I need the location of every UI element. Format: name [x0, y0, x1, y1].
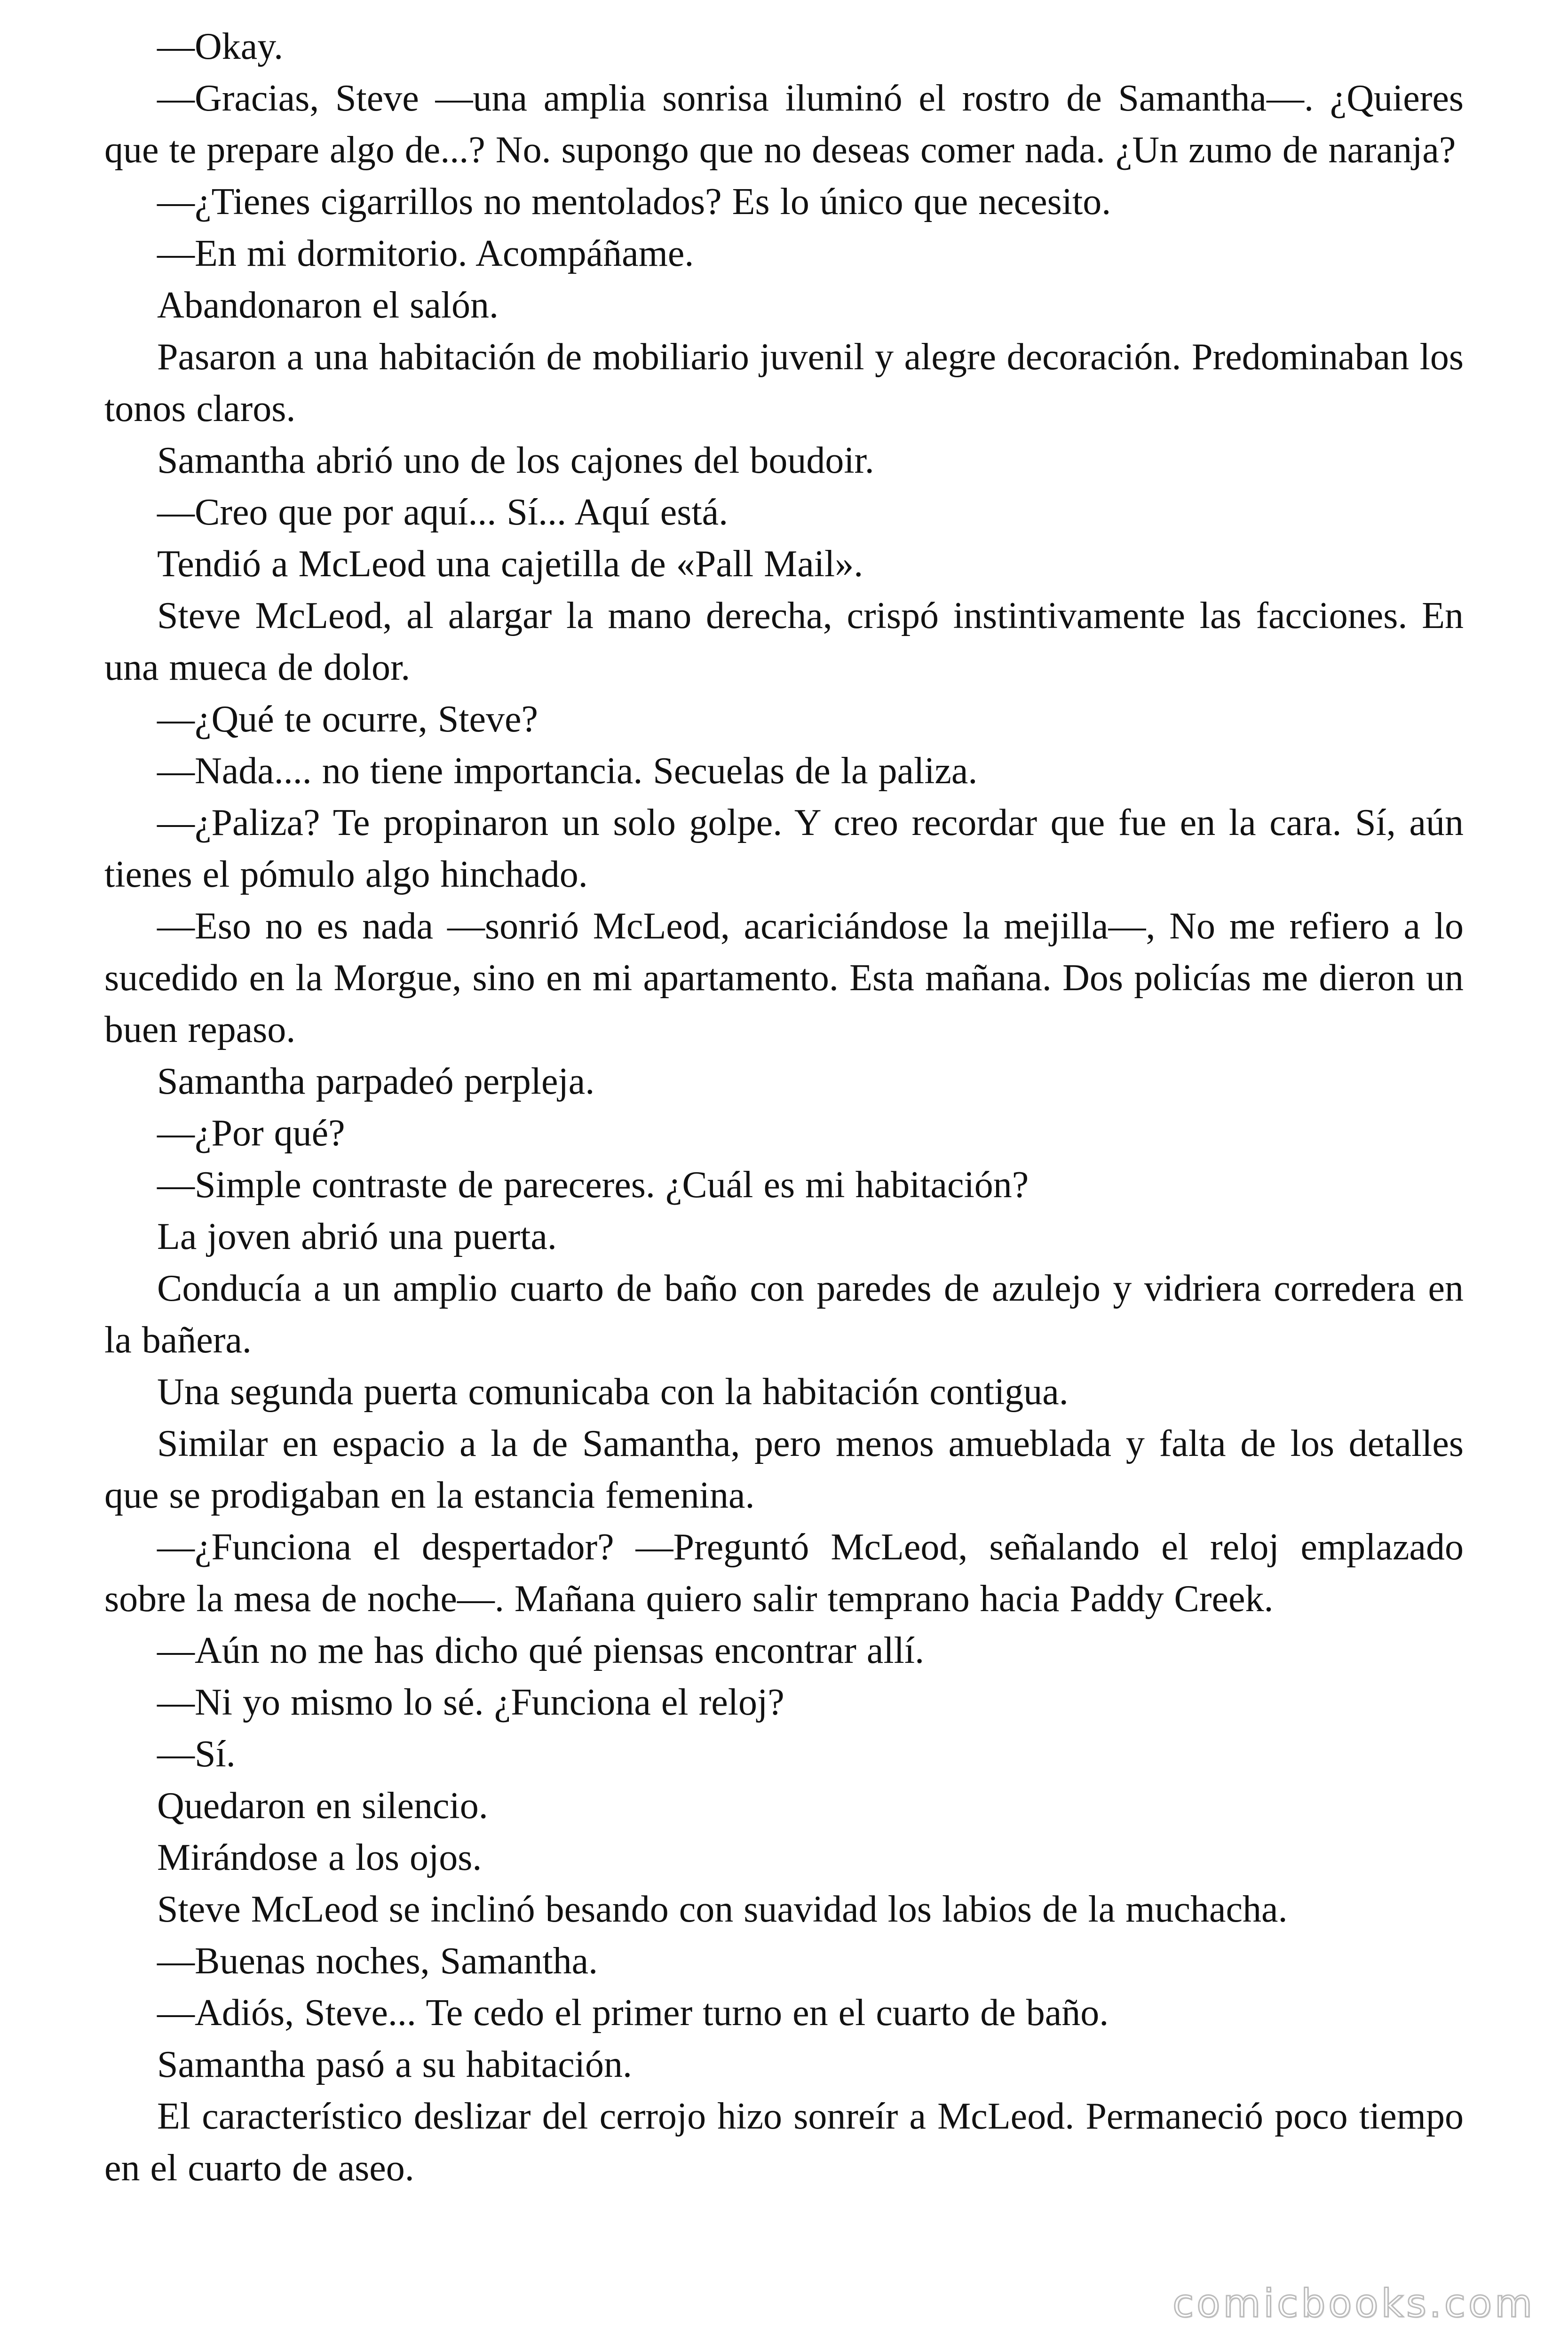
- paragraph: —Aún no me has dicho qué piensas encontrar allí.: [157, 1630, 925, 1671]
- paragraph: Quedaron en silencio.: [157, 1785, 488, 1827]
- paragraph: —Simple contraste de pareceres. ¿Cuál es mi habitación?: [157, 1164, 1029, 1206]
- paragraph: —Ni yo mismo lo sé. ¿Funciona el reloj?: [157, 1682, 784, 1723]
- paragraph: —Eso no es nada —sonrió McLeod, acariciándose la mejilla—, No me refiero a lo sucedido en la Morgue, sino en mi apartamento. Esta mañana. Dos policías me dieron un buen repaso.: [104, 906, 1464, 1050]
- page-body-text: [104, 21, 1464, 2194]
- paragraph: —¿Por qué?: [157, 1112, 345, 1154]
- paragraph: Samantha parpadeó perpleja.: [157, 1061, 595, 1102]
- paragraph: —¿Paliza? Te propinaron un solo golpe. Y creo recordar que fue en la cara. Sí, aún tienes el pómulo algo hinchado.: [104, 802, 1464, 895]
- paragraph: Similar en espacio a la de Samantha, pero menos amueblada y falta de los detalles que se prodigaban en la estancia femenina.: [104, 1423, 1464, 1516]
- paragraph: —Creo que por aquí... Sí... Aquí está.: [157, 492, 729, 533]
- paragraph: —Okay.: [157, 26, 284, 67]
- paragraph: El característico deslizar del cerrojo hizo sonreír a McLeod. Permaneció poco tiempo en el cuarto de aseo.: [104, 2096, 1464, 2189]
- paragraph: —Gracias, Steve —una amplia sonrisa iluminó el rostro de Samantha—. ¿Quieres que te prepare algo de...? No. supongo que no deseas comer nada. ¿Un zumo de naranja?: [104, 78, 1464, 171]
- paragraph: Pasaron a una habitación de mobiliario juvenil y alegre decoración. Predominaban los tonos claros.: [104, 336, 1464, 429]
- paragraph: —Buenas noches, Samantha.: [157, 1940, 598, 1982]
- paragraph: Una segunda puerta comunicaba con la habitación contigua.: [157, 1371, 1069, 1413]
- watermark: comicbooks.com: [1172, 2281, 1535, 2326]
- paragraph: Samantha abrió uno de los cajones del boudoir.: [157, 440, 874, 481]
- paragraph: Abandonaron el salón.: [157, 285, 499, 326]
- paragraph: La joven abrió una puerta.: [157, 1216, 557, 1257]
- paragraph: —¿Funciona el despertador? —Preguntó McLeod, señalando el reloj emplazado sobre la mesa de noche—. Mañana quiero salir temprano hacia Paddy Creek.: [104, 1526, 1464, 1620]
- paragraph: —Adiós, Steve... Te cedo el primer turno en el cuarto de baño.: [157, 1992, 1109, 2034]
- paragraph: Steve McLeod, al alargar la mano derecha, crispó instintivamente las facciones. En una mueca de dolor.: [104, 595, 1464, 688]
- paragraph: Steve McLeod se inclinó besando con suavidad los labios de la muchacha.: [157, 1889, 1288, 1930]
- paragraph: —En mi dormitorio. Acompáñame.: [157, 233, 694, 274]
- paragraph: —Sí.: [157, 1733, 236, 1775]
- paragraph: Samantha pasó a su habitación.: [157, 2044, 632, 2085]
- paragraph: Conducía a un amplio cuarto de baño con paredes de azulejo y vidriera corredera en la bañera.: [104, 1268, 1464, 1361]
- paragraph: Mirándose a los ojos.: [157, 1837, 482, 1878]
- paragraph: Tendió a McLeod una cajetilla de «Pall Mail».: [157, 543, 863, 585]
- paragraph: —¿Qué te ocurre, Steve?: [157, 699, 539, 740]
- paragraph: —¿Tienes cigarrillos no mentolados? Es lo único que necesito.: [157, 181, 1111, 222]
- paragraph: —Nada.... no tiene importancia. Secuelas de la paliza.: [157, 750, 978, 792]
